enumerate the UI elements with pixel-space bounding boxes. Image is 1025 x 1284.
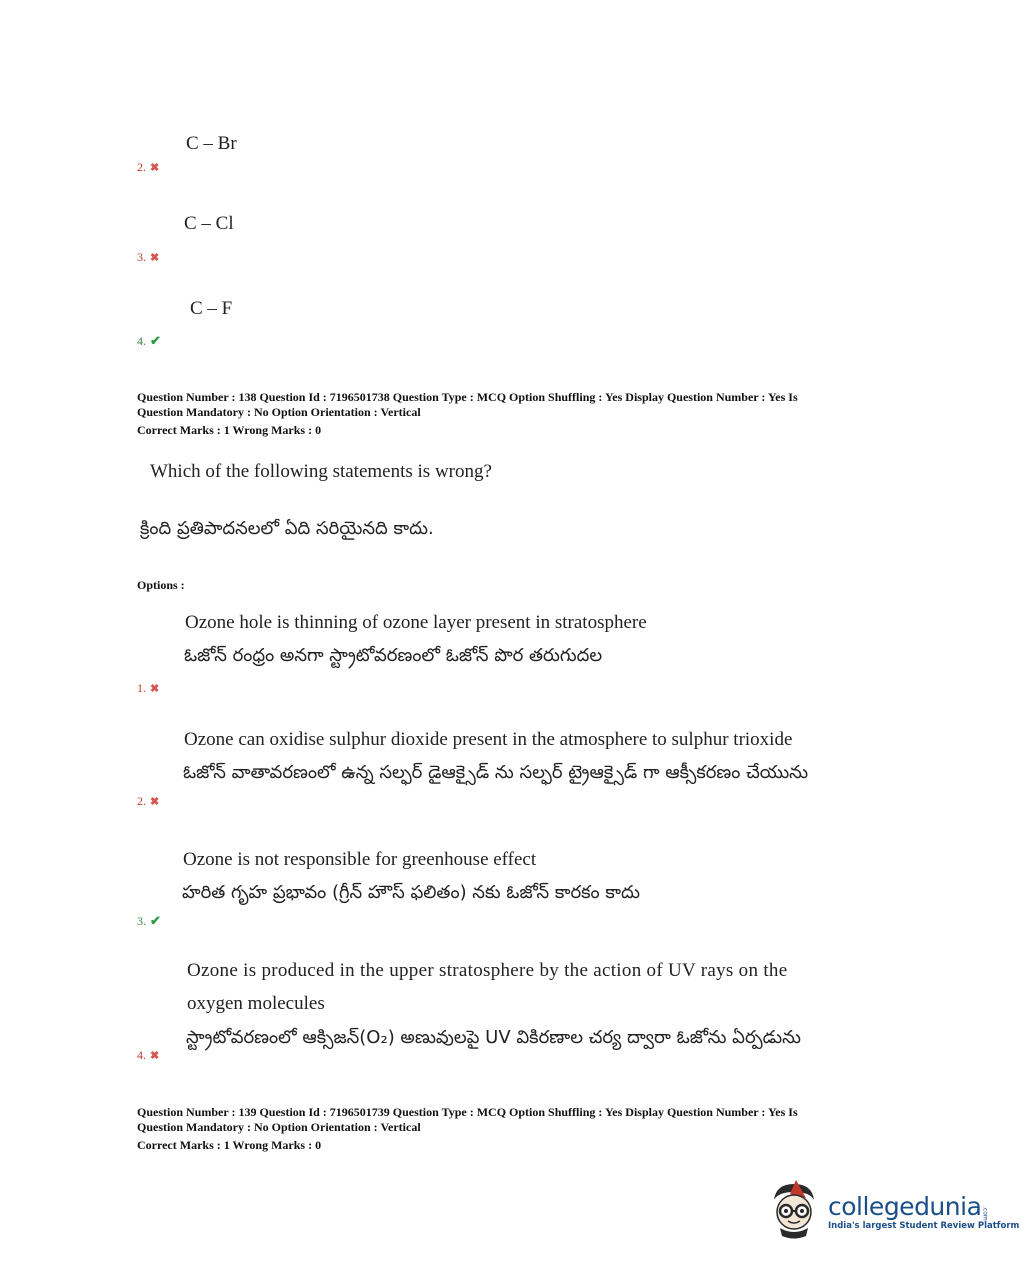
option-number: 2.	[137, 160, 146, 174]
prev-option-4-number	[137, 333, 161, 349]
q138-meta	[137, 390, 877, 438]
q138-option-3-te: హరిత గృహ ప్రభావం (గ్రీన్ హౌస్ ఫలితం) నకు ఓజోన్ కారకం కాదు	[182, 882, 640, 903]
collegedunia-logo	[766, 1178, 1019, 1244]
cross-icon: ✖	[150, 252, 160, 264]
student-mascot-icon	[766, 1178, 822, 1244]
check-icon: ✔	[150, 333, 161, 348]
logo-name: collegedunia	[828, 1191, 982, 1221]
logo-text	[828, 1192, 1019, 1231]
q138-option-4-number	[137, 1048, 159, 1063]
option-number: 4.	[137, 1048, 146, 1062]
q139-marks: Correct Marks : 1 Wrong Marks : 0	[137, 1138, 322, 1152]
q138-option-3-en: Ozone is not responsible for greenhouse effect	[183, 849, 537, 870]
option-number: 3.	[137, 913, 146, 928]
prev-option-3-number	[137, 250, 159, 265]
q138-question-en: Which of the following statements is wrong?	[150, 461, 492, 482]
logo-tagline: India's largest Student Review Platform	[828, 1220, 1020, 1231]
q138-option-1-number	[137, 681, 159, 696]
q138-option-1-en: Ozone hole is thinning of ozone layer present in stratosphere	[185, 612, 647, 633]
q138-marks: Correct Marks : 1 Wrong Marks : 0	[137, 423, 322, 437]
cross-icon: ✖	[150, 162, 160, 174]
prev-option-2-text: C – Br	[186, 133, 237, 154]
prev-option-2-number	[137, 160, 159, 175]
check-icon: ✔	[150, 913, 161, 928]
q138-option-4-te: స్ట్రాటోవరణంలో ఆక్సిజన్(O₂) అణువులపై UV వికిరణాల చర్య ద్వారా ఓజోను ఏర్పడును	[186, 1027, 802, 1048]
option-number: 3.	[137, 250, 146, 264]
options-label: Options :	[137, 578, 185, 592]
q138-option-2-en: Ozone can oxidise sulphur dioxide present in the atmosphere to sulphur trioxide	[184, 729, 793, 750]
q138-option-3-number	[137, 913, 161, 929]
q138-option-1-te: ఓజోన్ రంధ్రం అనగా స్ట్రాటోవరణంలో ఓజోన్ పొర తరుగుదల	[184, 645, 603, 666]
q138-option-2-number	[137, 794, 159, 809]
cross-icon: ✖	[150, 683, 160, 695]
q138-option-4-en-line2: oxygen molecules	[187, 993, 325, 1014]
q138-meta-line2: Question Mandatory : No Option Orientation : Vertical	[137, 405, 421, 419]
cross-icon: ✖	[150, 1050, 160, 1062]
prev-option-4-text: C – F	[190, 298, 233, 319]
option-number: 4.	[137, 333, 146, 348]
logo-suffix: .com	[981, 1205, 989, 1221]
cross-icon: ✖	[150, 796, 160, 808]
q139-meta-line1: Question Number : 139 Question Id : 7196501739 Question Type : MCQ Option Shuffling : Yes Display Question Number : Yes Is	[137, 1105, 798, 1119]
q139-meta	[137, 1105, 877, 1153]
q138-question-te: క్రింది ప్రతిపాదనలలో ఏది సరియైనది కాదు.	[140, 518, 434, 539]
q138-meta-line1: Question Number : 138 Question Id : 7196501738 Question Type : MCQ Option Shuffling : Yes Display Question Number : Yes Is	[137, 390, 798, 404]
prev-option-3-text: C – Cl	[184, 213, 234, 234]
q138-option-2-te: ఓజోన్ వాతావరణంలో ఉన్న సల్ఫర్ డైఆక్సైడ్ ను సల్ఫర్ ట్రైఆక్సైడ్ గా ఆక్సీకరణం చేయును	[183, 762, 809, 783]
option-number: 2.	[137, 794, 146, 808]
q138-option-4-en-line1: Ozone is produced in the upper stratosphere by the action of UV rays on the	[187, 960, 788, 981]
q139-meta-line2: Question Mandatory : No Option Orientation : Vertical	[137, 1120, 421, 1134]
option-number: 1.	[137, 681, 146, 695]
